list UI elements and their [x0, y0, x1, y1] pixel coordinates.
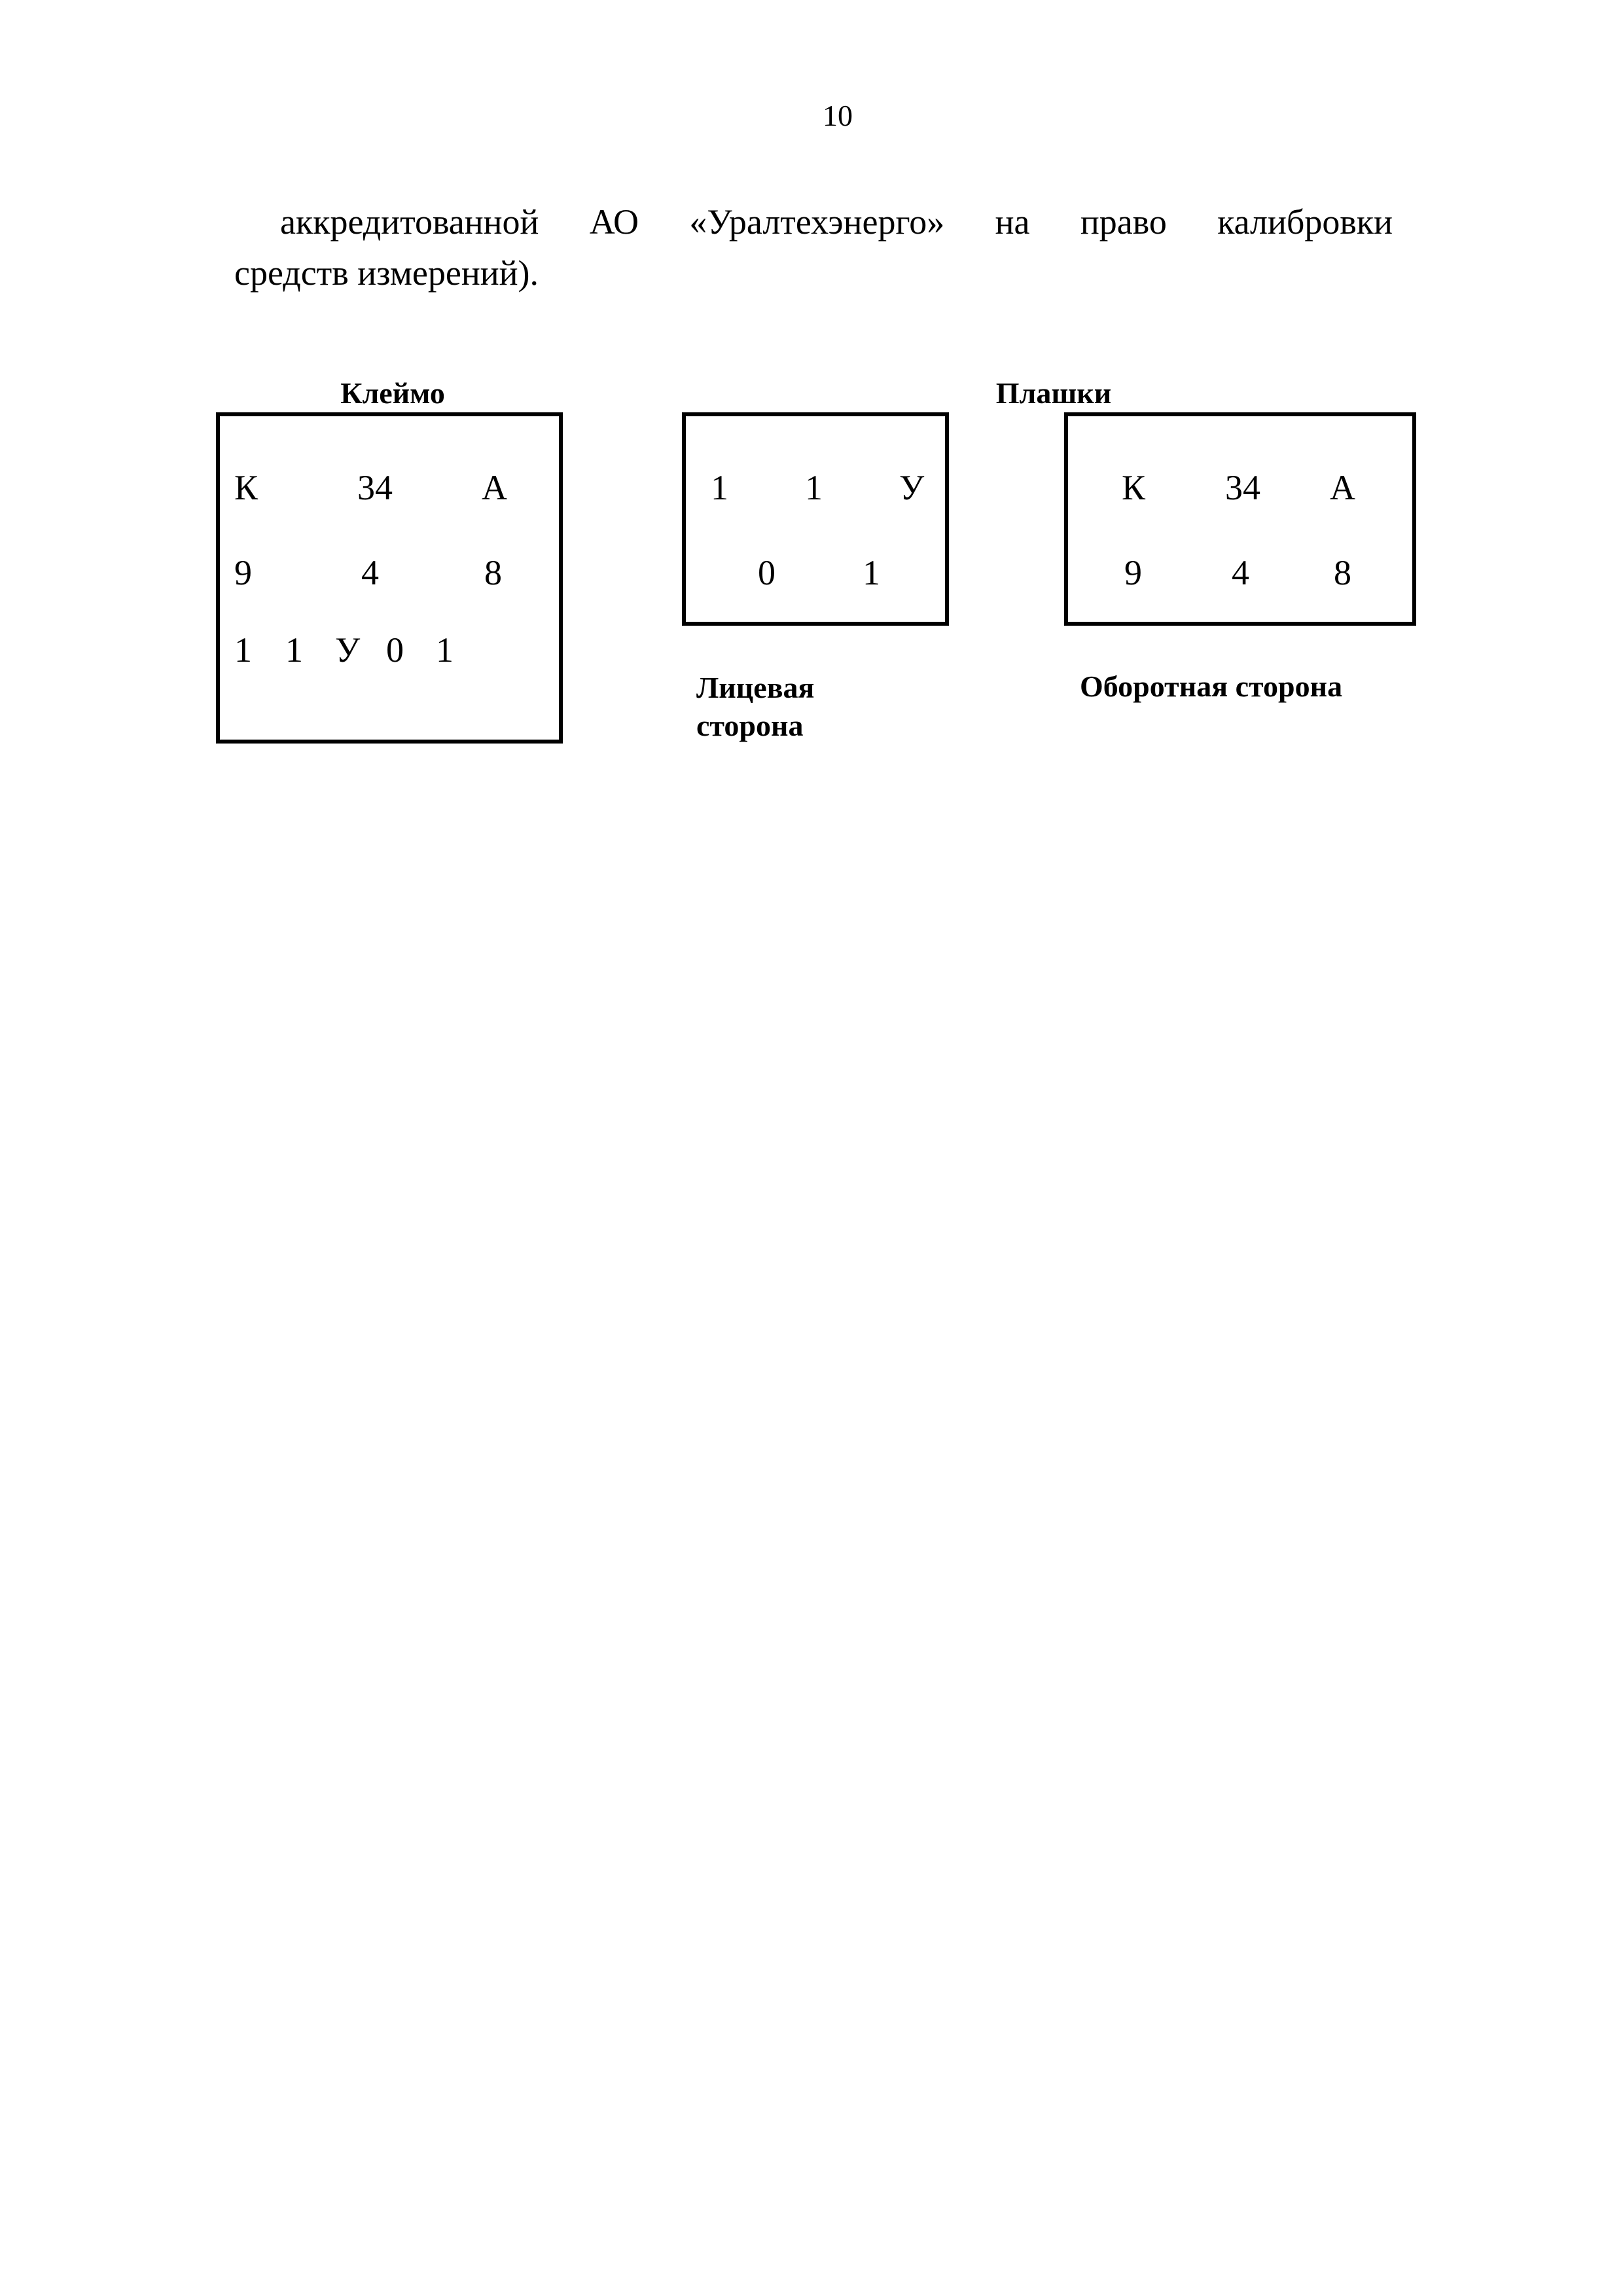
paragraph-line-1	[234, 196, 1393, 247]
plate-back-box	[1064, 412, 1416, 626]
stamp-char: 34	[357, 468, 393, 507]
plate-front-char: У	[899, 468, 925, 507]
stamp-char: 9	[234, 553, 252, 592]
stamp-char: 1	[436, 630, 454, 670]
plate-front-char: 1	[863, 553, 880, 592]
paragraph-word: АО	[589, 202, 639, 242]
paragraph-word: на	[995, 202, 1030, 242]
plate-front-label: Лицевая сторона	[696, 671, 815, 742]
stamp-char: 4	[361, 553, 379, 592]
stamp-char: А	[482, 468, 507, 507]
plate-front-box	[682, 412, 949, 626]
paragraph-word: аккредитованной	[280, 202, 539, 242]
plates-caption: Плашки	[995, 376, 1112, 410]
body-paragraph	[234, 196, 1393, 298]
stamp-char: 1	[285, 630, 303, 670]
plate-front-char: 1	[711, 468, 728, 507]
paragraph-word: калибровки	[1217, 202, 1393, 242]
plate-back-char: 8	[1334, 553, 1351, 592]
stamp-char: К	[234, 468, 259, 507]
stamp-caption: Клеймо	[340, 376, 445, 410]
page-number: 10	[823, 99, 853, 132]
plate-back-char: К	[1122, 468, 1146, 507]
stamp-char: 1	[234, 630, 252, 670]
paragraph-word: право	[1080, 202, 1167, 242]
paragraph-line-2: средств измерений).	[234, 253, 539, 293]
stamp-char: У	[335, 630, 361, 670]
stamp-char: 8	[484, 553, 502, 592]
plate-back-label: Оборотная сторона	[1080, 670, 1343, 703]
plate-back-char: 9	[1124, 553, 1142, 592]
plate-back-char: 4	[1232, 553, 1249, 592]
plate-back-char: 34	[1225, 468, 1260, 507]
stamp-char: 0	[386, 630, 404, 670]
paragraph-word: «Уралтехэнерго»	[689, 202, 945, 242]
plate-back-char: А	[1330, 468, 1355, 507]
plate-front-char: 0	[758, 553, 776, 592]
stamp-box	[216, 412, 563, 744]
plate-front-char: 1	[805, 468, 823, 507]
